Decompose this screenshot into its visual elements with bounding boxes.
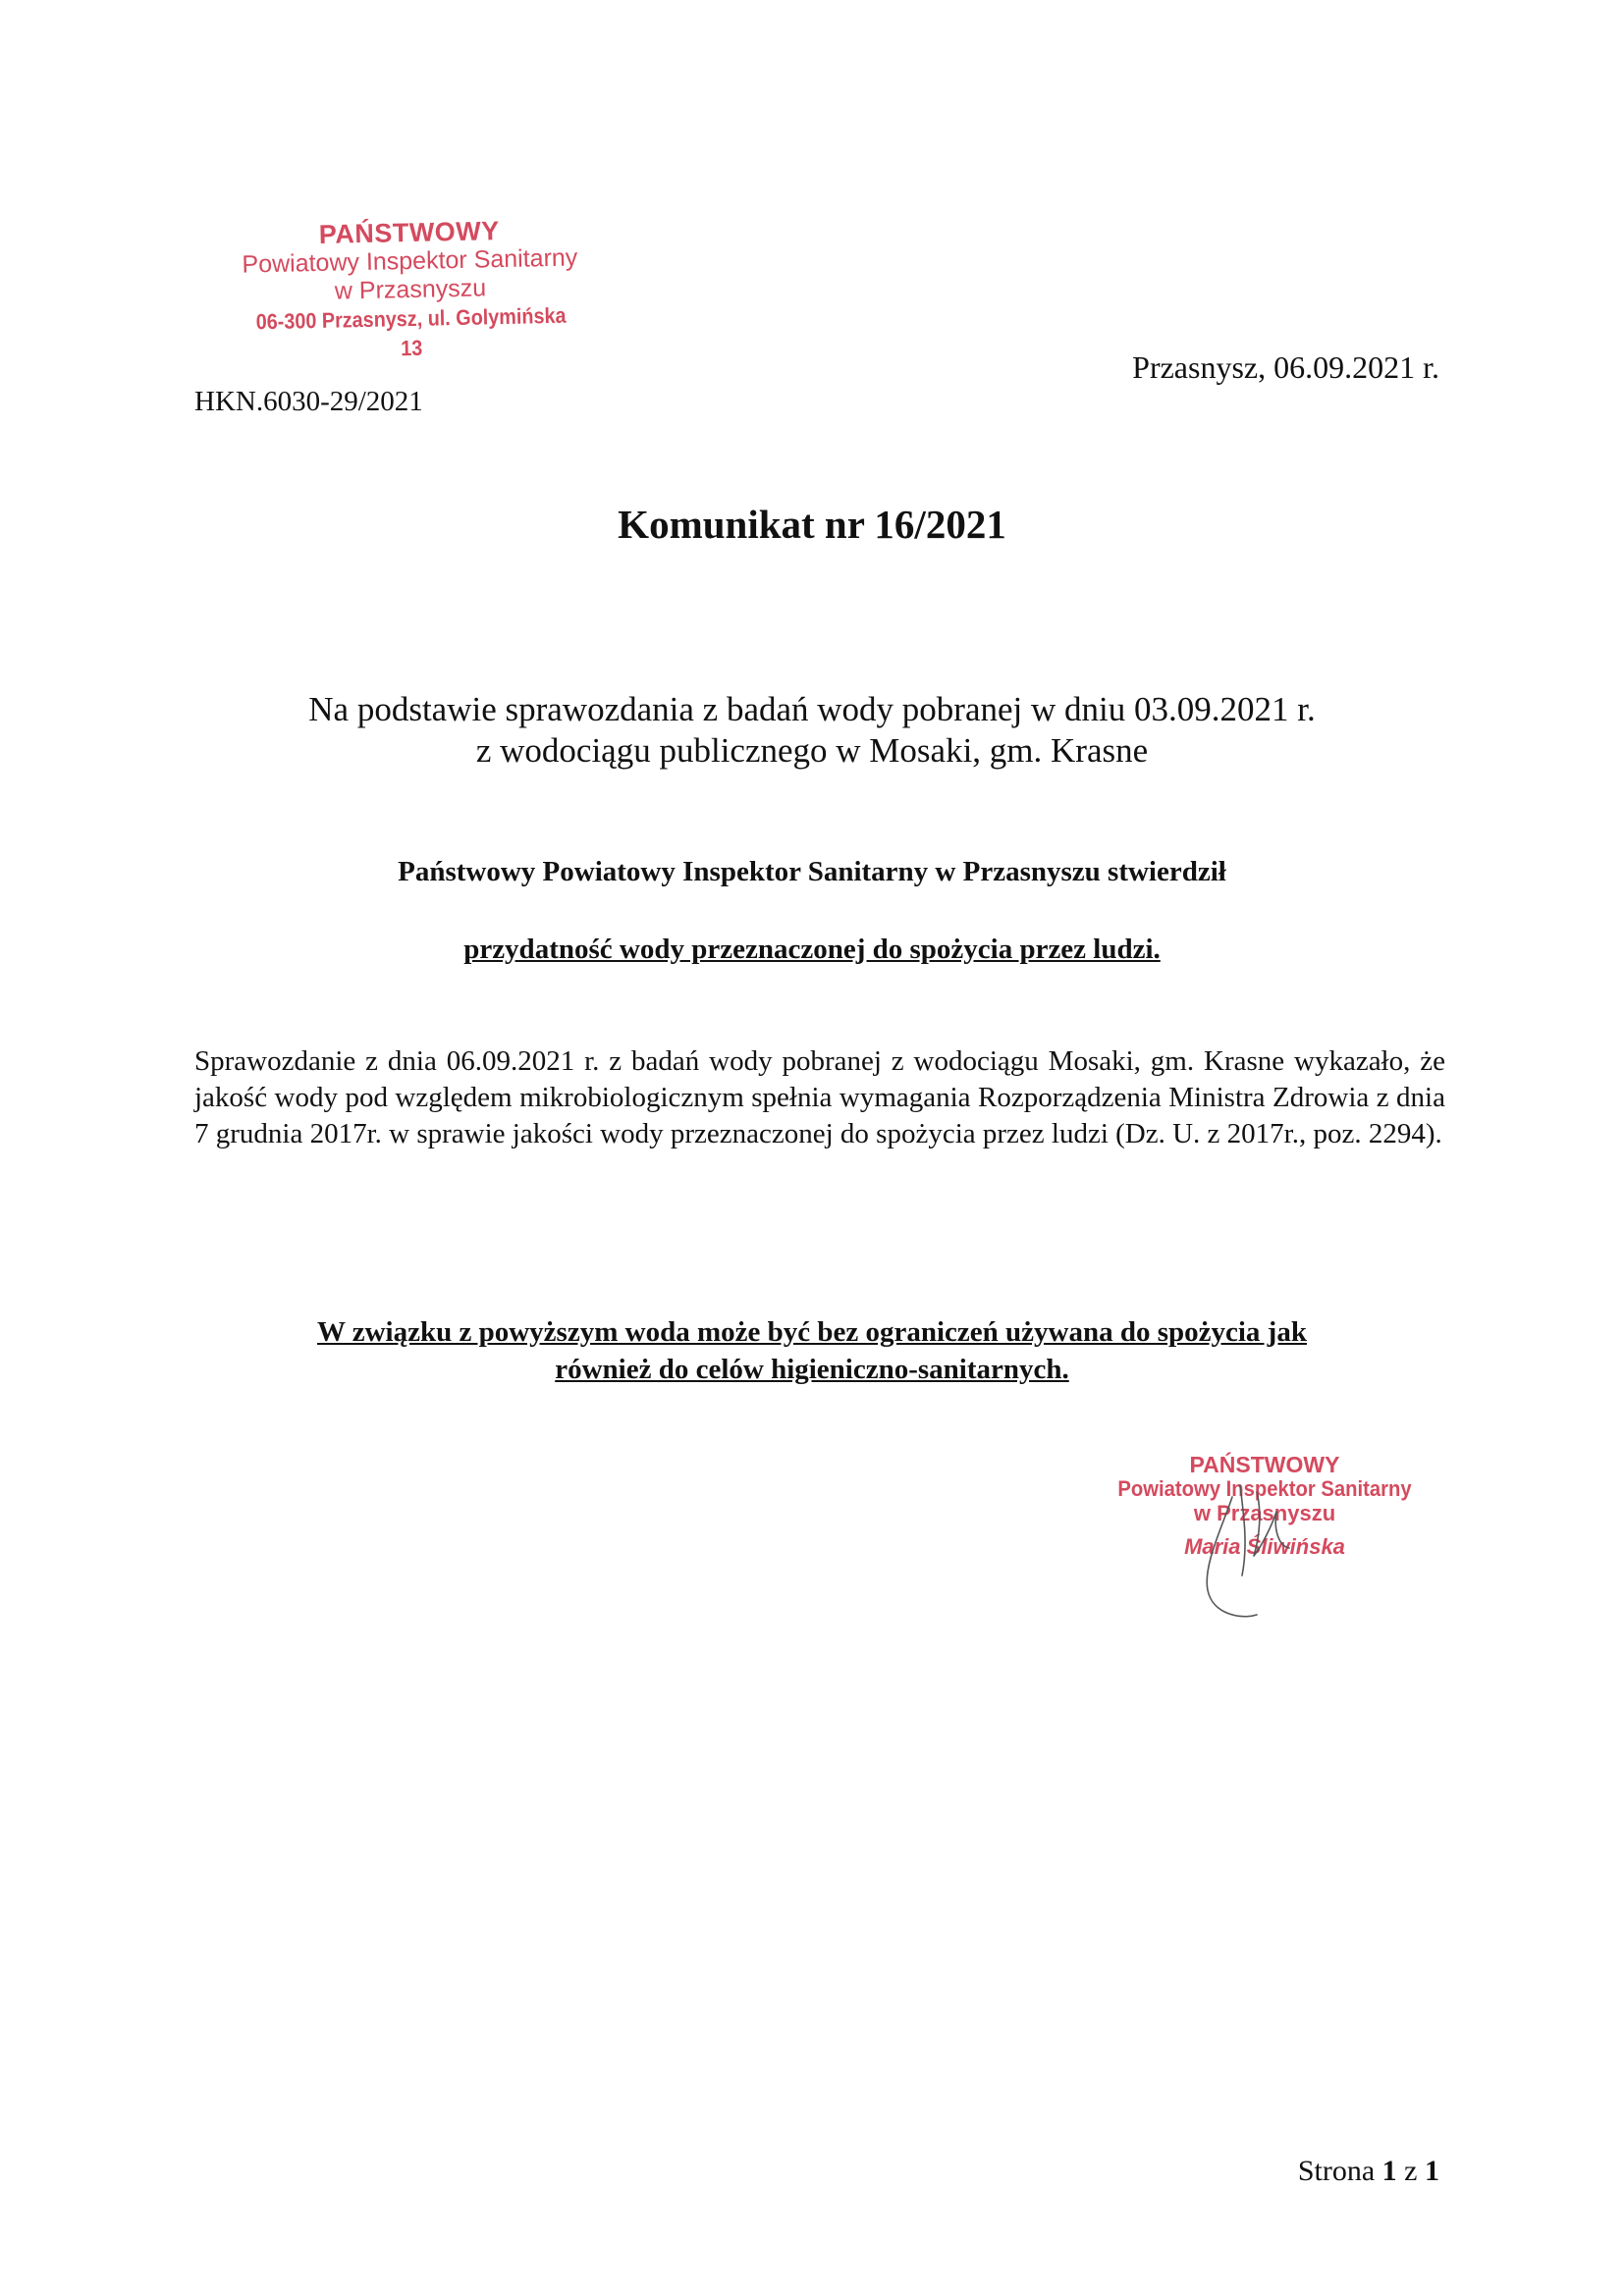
- page-current: 1: [1381, 2155, 1397, 2187]
- stamp-line-2: Powiatowy Inspektor Sanitarny: [242, 243, 578, 279]
- report-paragraph: Sprawozdanie z dnia 06.09.2021 r. z badań wody pobranej z wodociągu Mosaki, gm. Krasne wykazało, że jakość wody pod względem mikrobiologicznym spełnia wymagania Rozporządzenia Ministra Zdrowia z dnia 7 grudnia 2017r. w sprawie jakości wody przeznaczonej do spożycia przez ludzi (Dz. U. z 2017r., poz. 2294).: [194, 1045, 1445, 1149]
- document-title: Komunikat nr 16/2021: [618, 502, 1006, 547]
- suitability-declaration: przydatność wody przeznaczonej do spożycia przez ludzi.: [463, 934, 1161, 965]
- handwritten-signature: [1164, 1458, 1370, 1625]
- intro-line-2: z wodociągu publicznego w Mosaki, gm. Krasne: [475, 731, 1149, 770]
- page-prefix: Strona: [1297, 2155, 1376, 2187]
- stamp-line-3: w Przasnyszu: [334, 274, 487, 305]
- page-number: [1298, 2155, 1439, 2188]
- page-separator: z: [1404, 2155, 1418, 2187]
- inspector-statement: Państwowy Powiatowy Inspektor Sanitarny w Przasnyszu stwierdził: [398, 856, 1226, 887]
- stamp-line-1: PAŃSTWOWY: [318, 216, 501, 249]
- signatory-name: Maria Śliwińska: [1184, 1534, 1345, 1559]
- reference-number: HKN.6030-29/2021: [194, 386, 423, 417]
- intro-paragraph: [0, 689, 1624, 772]
- page-total: 1: [1425, 2155, 1439, 2187]
- signature-stamp-line-2: Powiatowy Inspektor Sanitarny: [1117, 1476, 1412, 1501]
- stamp-address: 06-300 Przasnysz, ul. Golymińska 13: [255, 302, 567, 361]
- conclusion-line-2: również do celów higieniczno-sanitarnych.: [555, 1354, 1069, 1385]
- conclusion: [0, 1313, 1624, 1388]
- signature-stamp-line-3: w Przasnyszu: [1193, 1501, 1336, 1525]
- institution-stamp: [222, 214, 598, 367]
- document-date: Przasnysz, 06.09.2021 r.: [1132, 349, 1439, 385]
- intro-line-1: Na podstawie sprawozdania z badań wody pobranej w dniu 03.09.2021 r.: [308, 690, 1316, 728]
- conclusion-line-1: W związku z powyższym woda może być bez ograniczeń używana do spożycia jak: [317, 1316, 1307, 1348]
- signature-stamp-line-1: PAŃSTWOWY: [1189, 1452, 1340, 1477]
